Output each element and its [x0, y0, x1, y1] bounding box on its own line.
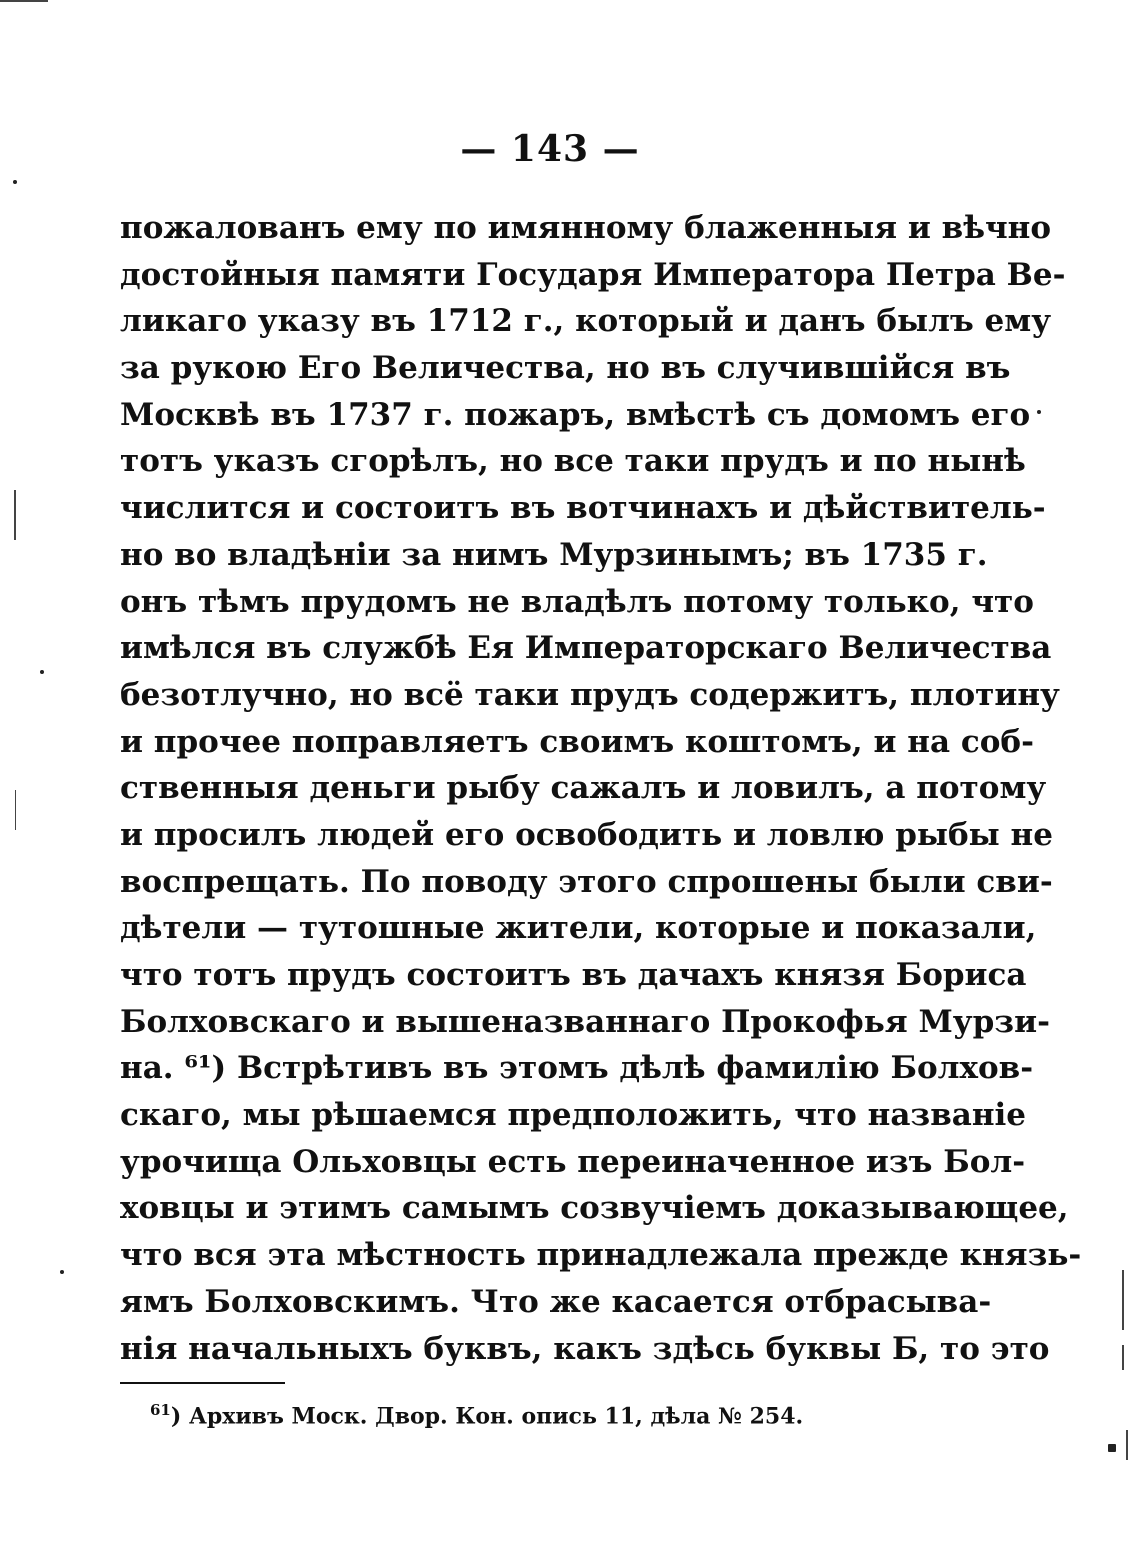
footnote-rule — [120, 1382, 285, 1384]
scan-speck — [60, 1270, 64, 1274]
text-line: дѣтели — тутошные жители, которые и показали, — [120, 910, 1037, 947]
text-line: достойныя памяти Государя Императора Петра Ве- — [120, 256, 1066, 293]
body-text — [120, 205, 1082, 1372]
scan-mark — [0, 0, 48, 2]
text-line: но во владѣнiи за нимъ Мурзинымъ; въ 1735 г. — [120, 536, 988, 573]
text-line: ховцы и этимъ самымъ созвучiемъ доказывающее, — [120, 1190, 1069, 1227]
scan-speck — [13, 180, 17, 184]
footnote-text: ) Архивъ Моск. Двор. Кон. опись 11, дѣла № 254. — [170, 1403, 804, 1430]
footnote-marker: 61 — [150, 1401, 171, 1419]
text-line: ликаго указу въ 1712 г., который и данъ былъ ему — [120, 303, 1052, 340]
text-line: скаго, мы рѣшаемся предположить, что названiе — [120, 1097, 1027, 1134]
text-line: безотлучно, но всё таки прудъ содержитъ, плотину — [120, 676, 1060, 713]
text-line: тотъ указъ сгорѣлъ, но все таки прудъ и по нынѣ — [120, 443, 1026, 480]
text-line: и просилъ людей его освободить и ловлю рыбы не — [120, 816, 1053, 853]
text-line: Москвѣ въ 1737 г. пожаръ, вмѣстѣ съ домомъ его — [120, 396, 1031, 433]
scan-mark — [14, 490, 16, 540]
scan-mark — [1126, 1430, 1128, 1460]
scan-mark — [15, 790, 16, 830]
text-line: онъ тѣмъ прудомъ не владѣлъ потому только, что — [120, 583, 1034, 620]
text-line: что вся эта мѣстность принадлежала прежде князь- — [120, 1237, 1082, 1274]
text-line: воспрещать. По поводу этого спрошены были сви- — [120, 863, 1053, 900]
text-line: ственныя деньги рыбу сажалъ и ловилъ, а потому — [120, 770, 1047, 807]
text-line: числится и состоитъ въ вотчинахъ и дѣйствитель- — [120, 490, 1046, 527]
text-line: Болховскаго и вышеназваннаго Прокофья Мурзи- — [120, 1003, 1050, 1040]
text-line: на. ⁶¹) Встрѣтивъ въ этомъ дѣлѣ фамилiю Болхов- — [120, 1050, 1034, 1087]
scan-speck — [1037, 410, 1041, 414]
footnote — [150, 1392, 803, 1434]
scan-speck — [40, 670, 44, 674]
text-line: за рукою Его Величества, но въ случившiйся въ — [120, 350, 1011, 387]
text-line: урочища Ольховцы есть переиначенное изъ Бол- — [120, 1143, 1026, 1180]
page-number: — 143 — — [460, 128, 640, 170]
text-line: имѣлся въ службѣ Ея Императорскаго Величества — [120, 630, 1052, 667]
scan-mark — [1122, 1270, 1124, 1330]
text-line: нiя начальныхъ буквъ, какъ здѣсь буквы Б, то это — [120, 1330, 1050, 1367]
text-line: пожалованъ ему по имянному блаженныя и вѣчно — [120, 210, 1052, 246]
scan-mark — [1122, 1345, 1124, 1370]
text-line: что тотъ прудъ состоитъ въ дачахъ князя Бориса — [120, 957, 1027, 993]
text-line: ямъ Болховскимъ. Что же касается отбрасыва- — [120, 1283, 992, 1320]
text-line: и прочее поправляетъ своимъ коштомъ, и на соб- — [120, 723, 1034, 760]
scan-speck — [1108, 1444, 1116, 1452]
